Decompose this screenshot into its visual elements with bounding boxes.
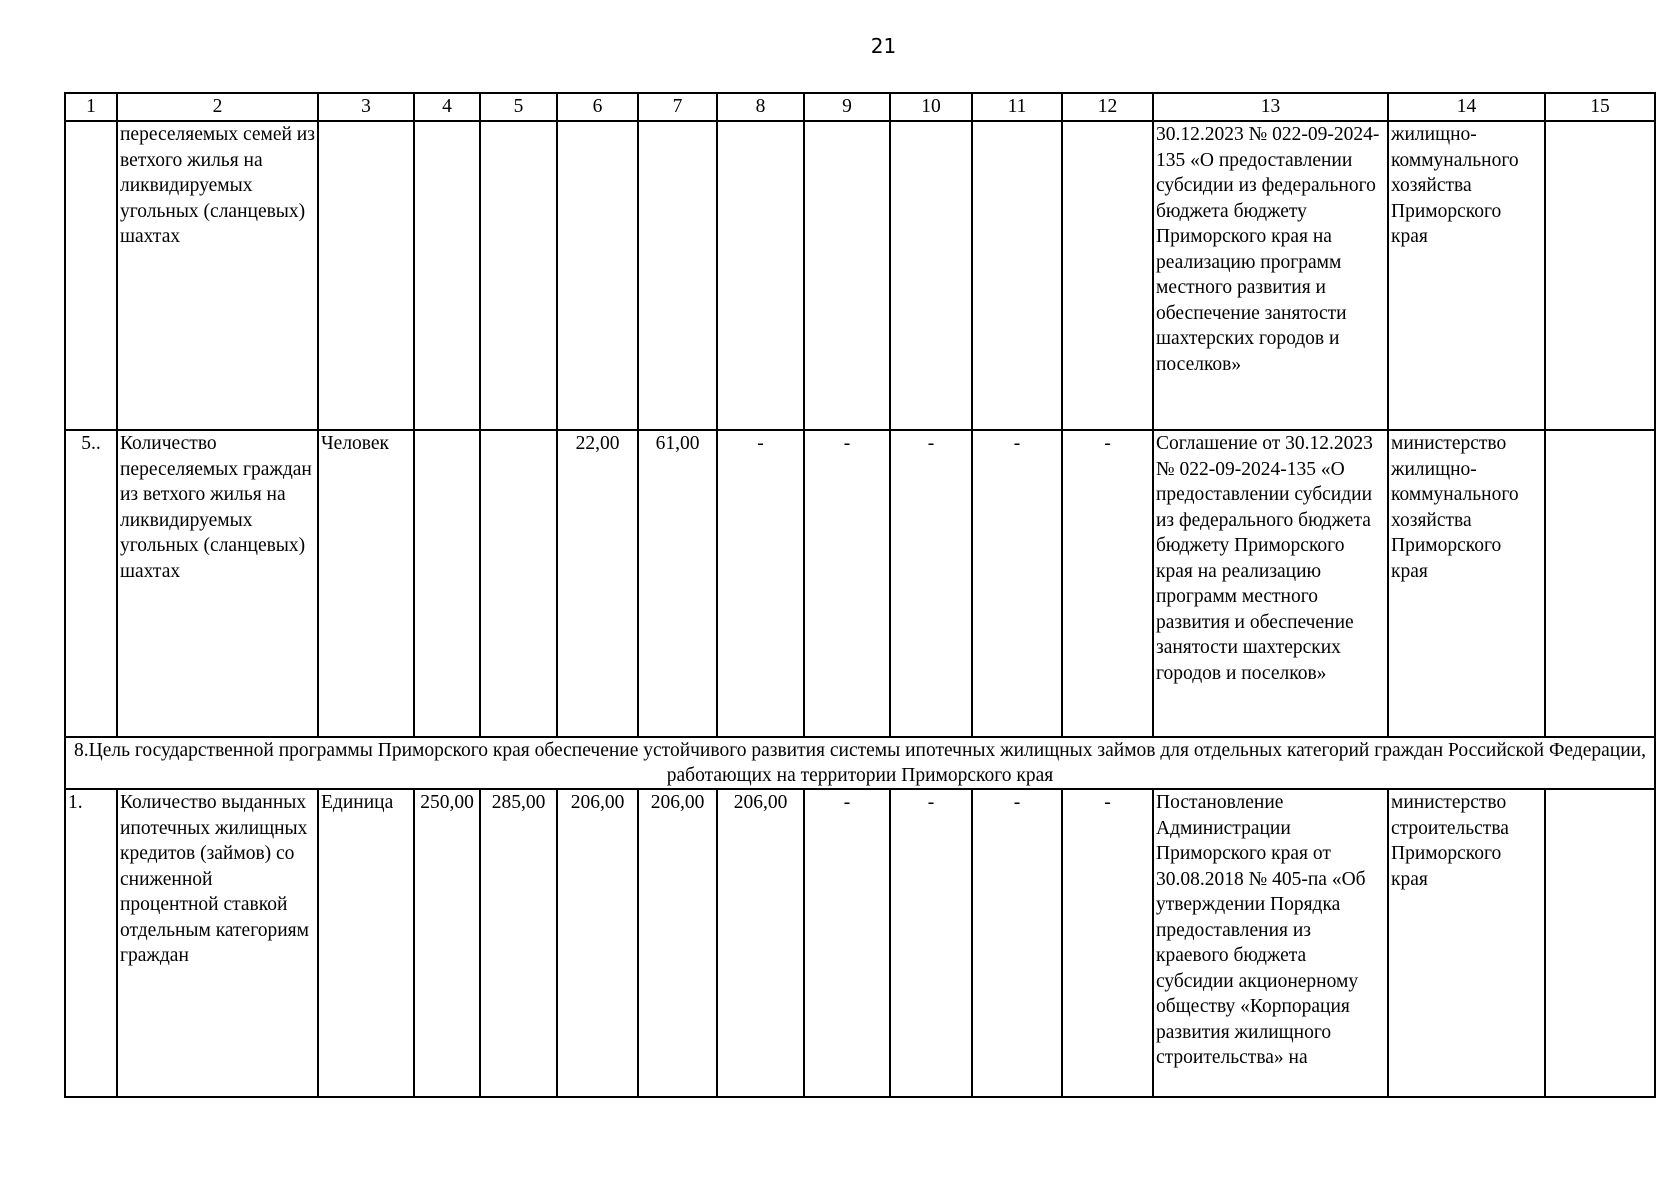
column-number-7: 7: [638, 93, 717, 121]
unit-cell: Единица: [318, 789, 414, 1097]
value-cell: [557, 121, 638, 430]
row-number-cell: [65, 121, 117, 430]
value-cell: [414, 430, 480, 737]
column-number-8: 8: [717, 93, 804, 121]
column-number-5: 5: [480, 93, 557, 121]
note-cell: [1545, 121, 1655, 430]
source-document-cell: Соглашение от 30.12.2023 № 022-09-2024-135 «О предоставлении субсидии из федерального бюджета бюджету Приморского края на реализацию программ местного развития и обеспечение занятости шахтерских городов и поселков»: [1153, 430, 1388, 737]
section-heading: 8.Цель государственной программы Приморского края обеспечение устойчивого развития системы ипотечных жилищных займов для отдельных категорий граждан Российской Федерации, работающих на территории Приморского края: [65, 737, 1655, 789]
note-cell: [1545, 430, 1655, 737]
column-number-14: 14: [1388, 93, 1545, 121]
source-document-cell: Постановление Администрации Приморского края от 30.08.2018 № 405-па «Об утверждении Порядка предоставления из краевого бюджета субсидии акционерному обществу «Корпорация развития жилищного строительства» на: [1153, 789, 1388, 1097]
column-number-11: 11: [972, 93, 1062, 121]
unit-cell: Человек: [318, 430, 414, 737]
value-cell: 285,00: [480, 789, 557, 1097]
column-number-15: 15: [1545, 93, 1655, 121]
column-number-6: 6: [557, 93, 638, 121]
value-cell: 206,00: [717, 789, 804, 1097]
column-number-row: [65, 93, 1655, 121]
column-number-1: 1: [65, 93, 117, 121]
column-number-4: 4: [414, 93, 480, 121]
value-cell: 250,00: [414, 789, 480, 1097]
value-cell: -: [804, 789, 890, 1097]
column-number-9: 9: [804, 93, 890, 121]
indicator-name-cell: переселяемых семей из ветхого жилья на ликвидируемых угольных (сланцевых) шахтах: [117, 121, 318, 430]
value-cell: -: [804, 430, 890, 737]
note-cell: [1545, 789, 1655, 1097]
row-number-cell: 5..: [65, 430, 117, 737]
indicator-name-cell: Количество переселяемых граждан из ветхого жилья на ликвидируемых угольных (сланцевых) шахтах: [117, 430, 318, 737]
value-cell: 206,00: [557, 789, 638, 1097]
value-cell: -: [1062, 430, 1153, 737]
value-cell: [480, 121, 557, 430]
unit-cell: [318, 121, 414, 430]
value-cell: 206,00: [638, 789, 717, 1097]
table-row: [65, 121, 1655, 430]
table-row: [65, 789, 1655, 1097]
table-row: [65, 430, 1655, 737]
value-cell: [414, 121, 480, 430]
row-number-cell: 1.: [65, 789, 117, 1097]
responsible-agency-cell: министерство строительства Приморского края: [1388, 789, 1545, 1097]
responsible-agency-cell: министерство жилищно-коммунального хозяйства Приморского края: [1388, 430, 1545, 737]
value-cell: [1062, 121, 1153, 430]
value-cell: -: [890, 789, 972, 1097]
column-number-2: 2: [117, 93, 318, 121]
value-cell: [638, 121, 717, 430]
value-cell: -: [717, 430, 804, 737]
indicator-name-cell: Количество выданных ипотечных жилищных кредитов (займов) со сниженной процентной ставкой отдельным категориям граждан: [117, 789, 318, 1097]
column-number-12: 12: [1062, 93, 1153, 121]
value-cell: 61,00: [638, 430, 717, 737]
column-number-3: 3: [318, 93, 414, 121]
column-number-10: 10: [890, 93, 972, 121]
value-cell: [717, 121, 804, 430]
value-cell: [890, 121, 972, 430]
value-cell: [972, 121, 1062, 430]
value-cell: [480, 430, 557, 737]
indicators-table: [64, 92, 1656, 1098]
value-cell: -: [972, 789, 1062, 1097]
responsible-agency-cell: жилищно-коммунального хозяйства Приморского края: [1388, 121, 1545, 430]
value-cell: 22,00: [557, 430, 638, 737]
column-number-13: 13: [1153, 93, 1388, 121]
page-number: 21: [870, 34, 897, 58]
source-document-cell: 30.12.2023 № 022-09-2024-135 «О предоставлении субсидии из федерального бюджета бюджету Приморского края на реализацию программ местного развития и обеспечение занятости шахтерских городов и поселков»: [1153, 121, 1388, 430]
value-cell: -: [1062, 789, 1153, 1097]
section-heading-row: [65, 737, 1655, 789]
value-cell: -: [972, 430, 1062, 737]
value-cell: -: [890, 430, 972, 737]
value-cell: [804, 121, 890, 430]
